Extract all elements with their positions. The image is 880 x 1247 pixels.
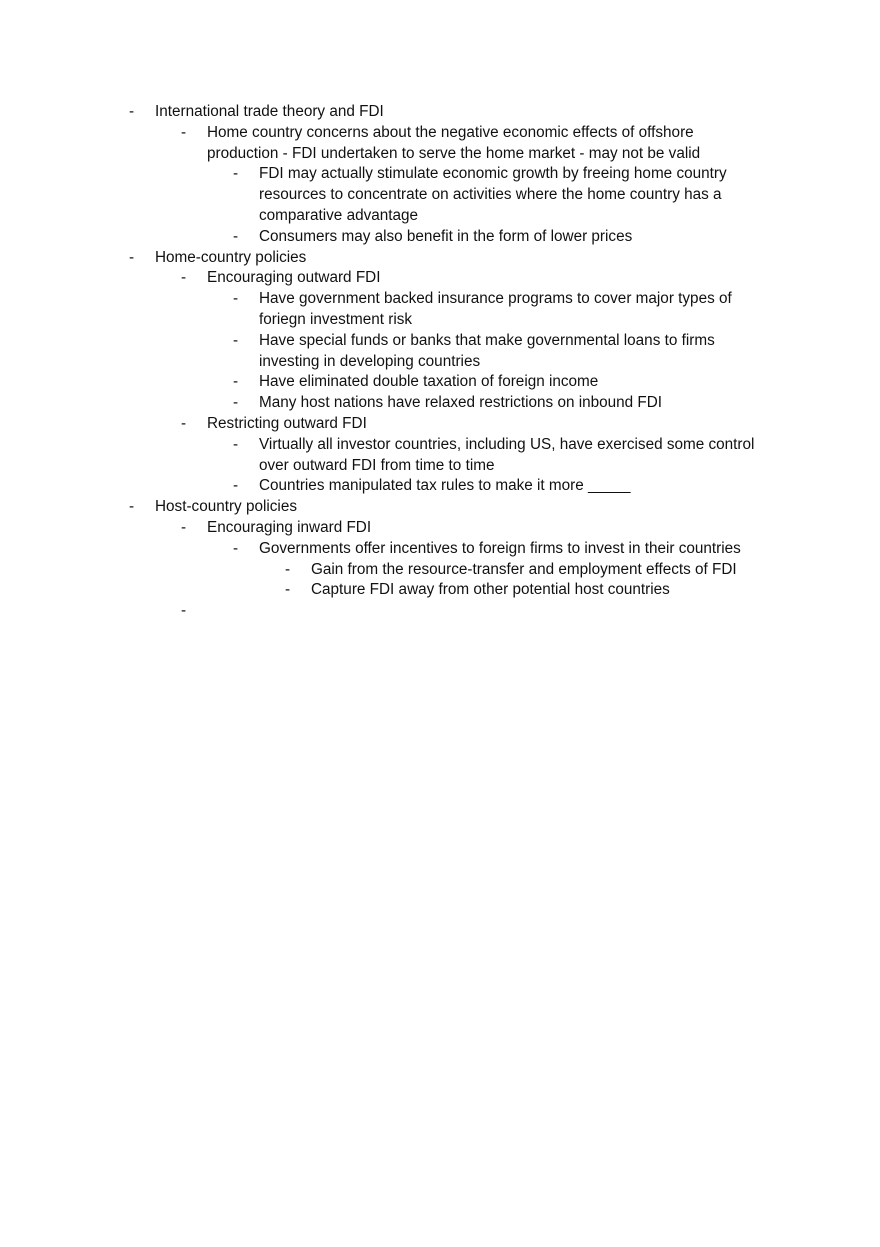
outline-item: [0, 372, 880, 393]
bullet-dash: -: [181, 518, 187, 536]
bullet-outline: [0, 102, 880, 622]
bullet-dash: -: [233, 331, 239, 349]
outline-item-empty: [0, 601, 880, 622]
outline-item-text: Restricting outward FDI: [207, 414, 367, 432]
bullet-dash: -: [233, 227, 239, 245]
outline-item: [0, 331, 880, 373]
bullet-dash: -: [181, 602, 187, 620]
outline-item-text: Governments offer incentives to foreign firms to invest in their countries: [259, 539, 741, 557]
outline-item: [0, 164, 880, 226]
bullet-dash: -: [233, 394, 239, 412]
outline-item-text: Have eliminated double taxation of foreign income: [259, 373, 599, 391]
outline-item: [0, 248, 880, 269]
outline-item: [0, 580, 880, 601]
outline-item: [0, 123, 880, 165]
outline-item-text: Home-country policies: [155, 248, 307, 266]
bullet-dash: -: [233, 539, 239, 557]
bullet-dash: -: [129, 103, 135, 120]
outline-item: [0, 435, 880, 477]
outline-item-text: Gain from the resource-transfer and employment effects of FDI: [311, 560, 737, 578]
bullet-dash: -: [233, 373, 239, 391]
outline-item-text: Have special funds or banks that make governmental loans to firms investing in developing countries: [259, 331, 715, 370]
bullet-dash: -: [285, 581, 291, 599]
outline-item: [0, 102, 880, 123]
bullet-dash: -: [233, 435, 239, 453]
outline-item-text: Encouraging inward FDI: [207, 518, 372, 536]
bullet-dash: -: [233, 477, 239, 495]
outline-item: [0, 476, 880, 497]
outline-item-text: FDI may actually stimulate economic growth by freeing home country resources to concentrate on activities where the home country has a comparative advantage: [259, 165, 727, 224]
outline-item: [0, 539, 880, 560]
bullet-dash: -: [233, 290, 239, 308]
outline-item: [0, 289, 880, 331]
bullet-dash: -: [181, 269, 187, 287]
bullet-dash: -: [233, 165, 239, 183]
outline-item: [0, 560, 880, 581]
bullet-dash: -: [129, 498, 135, 516]
outline-item: [0, 497, 880, 518]
bullet-dash: -: [129, 248, 135, 266]
outline-item-text: Capture FDI away from other potential host countries: [311, 581, 670, 599]
outline-item-text: Encouraging outward FDI: [207, 269, 381, 287]
outline-item-text: Have government backed insurance programs to cover major types of foriegn investment risk: [259, 290, 732, 328]
outline-item-text: Many host nations have relaxed restrictions on inbound FDI: [259, 394, 663, 412]
bullet-dash: -: [181, 123, 187, 141]
outline-item: [0, 393, 880, 414]
outline-item-text: Countries manipulated tax rules to make it more _____: [259, 477, 631, 495]
outline-item: [0, 227, 880, 248]
outline-item-text: International trade theory and FDI: [155, 103, 384, 120]
outline-item-text: Virtually all investor countries, including US, have exercised some control over outward FDI from time to time: [259, 435, 755, 474]
outline-item-text: [207, 601, 747, 622]
outline-item: [0, 414, 880, 435]
outline-item-text: Home country concerns about the negative economic effects of offshore production - FDI undertaken to serve the home market - may not be valid: [207, 123, 701, 162]
bullet-dash: -: [181, 414, 187, 432]
bullet-dash: -: [285, 560, 291, 578]
outline-item: [0, 268, 880, 289]
outline-item: [0, 518, 880, 539]
outline-item-text: Consumers may also benefit in the form of lower prices: [259, 227, 633, 245]
outline-item-text: Host-country policies: [155, 498, 297, 516]
